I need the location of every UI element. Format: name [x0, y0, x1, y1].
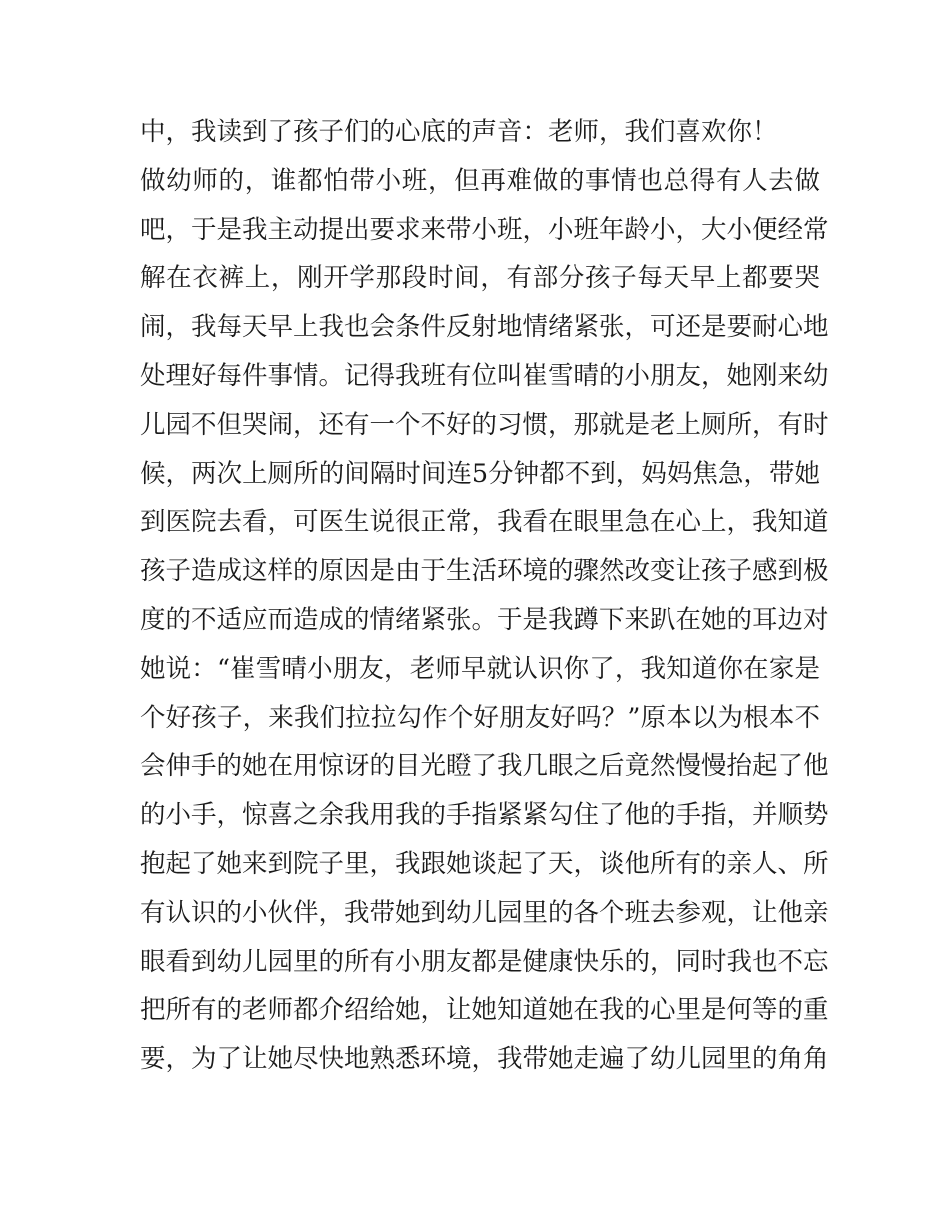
text-line: 候，两次上厕所的间隔时间连5分钟都不到，妈妈焦急，带她: [140, 458, 820, 489]
text-line: 抱起了她来到院子里，我跟她谈起了天，谈他所有的亲人、所: [140, 848, 829, 879]
text-line: 要，为了让她尽快地熟悉环境，我带她走遍了幼儿园里的角角: [140, 1044, 829, 1075]
text-line: 度的不适应而造成的情绪紧张。于是我蹲下来趴在她的耳边对: [140, 604, 829, 635]
text-line: 眼看到幼儿园里的所有小朋友都是健康快乐的，同时我也不忘: [140, 946, 829, 977]
text-line: 中，我读到了孩子们的心底的声音：老师，我们喜欢你！: [140, 117, 778, 147]
text-line: 孩子造成这样的原因是由于生活环境的骤然改变让孩子感到极: [140, 556, 829, 587]
text-line: 处理好每件事情。记得我班有位叫崔雪晴的小朋友，她刚来幼: [140, 360, 829, 391]
text-line: 到医院去看，可医生说很正常，我看在眼里急在心上，我知道: [140, 507, 829, 538]
text-line: 有认识的小伙伴，我带她到幼儿园里的各个班去参观，让他亲: [140, 897, 829, 928]
text-line: 会伸手的她在用惊讶的目光瞪了我几眼之后竟然慢慢抬起了他: [140, 751, 829, 782]
body-text: [140, 108, 829, 1084]
text-line: 儿园不但哭闹，还有一个不好的习惯，那就是老上厕所，有时: [140, 409, 829, 440]
text-line: 解在衣裤上，刚开学那段时间，有部分孩子每天早上都要哭: [140, 263, 820, 294]
text-line: 做幼师的，谁都怕带小班，但再难做的事情也总得有人去做: [140, 165, 820, 196]
text-line: 个好孩子，来我们拉拉勾作个好朋友好吗？”原本以为根本不: [140, 702, 820, 733]
text-line: 闹，我每天早上我也会条件反射地情绪紧张，可还是要耐心地: [140, 312, 829, 343]
text-line: 的小手，惊喜之余我用我的手指紧紧勾住了他的手指，并顺势: [140, 800, 829, 831]
text-line: 把所有的老师都介绍给她，让她知道她在我的心里是何等的重: [140, 995, 829, 1026]
text-line: 她说：“崔雪晴小朋友，老师早就认识你了，我知道你在家是: [140, 653, 820, 684]
text-line: 吧，于是我主动提出要求来带小班，小班年龄小，大小便经常: [140, 214, 829, 245]
